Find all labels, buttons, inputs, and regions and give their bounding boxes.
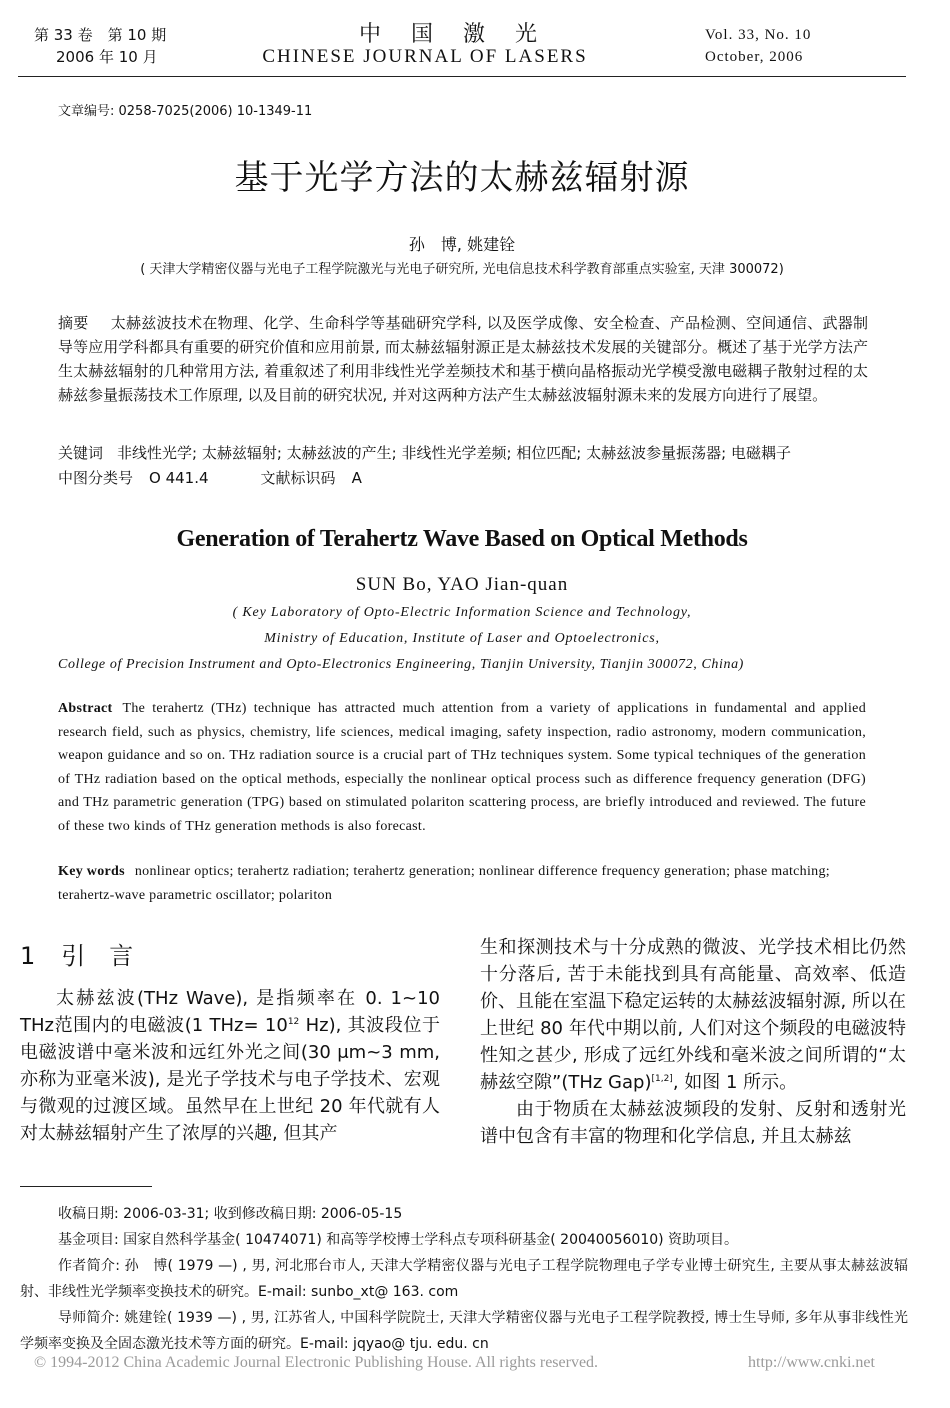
citation: [1,2] — [651, 1074, 673, 1084]
abstract-cn-label: 摘要 — [58, 314, 89, 332]
classification — [58, 466, 658, 490]
abstract-en-label: Abstract — [58, 701, 113, 716]
abstract-en-text: The terahertz (THz) technique has attracted much attention from a variety of applications in fundamental and applied research field, such as physics, chemistry, life sciences, medical imaging, safety inspection, radio astronomy, modern communication, weapon guidance and so on. THz radiation source is a crucial part of THz techniques system. Some typical techniques of the generation of THz radiation based on the optical methods, especially the nonlinear optical process such as difference frequency generation (DFG) and THz parametric generation (TPG) based on stimulated polariton scattering process, are briefly introduced and reviewed. The future of these two kinds of THz generation methods is also forecast. — [58, 701, 866, 834]
affiliation-en-line1: ( Key Laboratory of Opto-Electric Information Science and Technology, — [232, 605, 692, 620]
keywords-en-label: Key words — [58, 864, 125, 879]
document-code-value: A — [351, 469, 362, 487]
figure-reference: , 如图 1 所示。 — [672, 1072, 798, 1093]
copyright-watermark: © 1994-2012 China Academic Journal Electronic Publishing House. All rights reserved. — [34, 1354, 599, 1371]
footnote-received: 收稿日期: 2006-03-31; 收到修改稿日期: 2006-05-15 — [58, 1206, 403, 1222]
footnote-rule — [20, 1186, 152, 1187]
abstract-cn — [58, 311, 868, 407]
journal-title-cn: 中 国 激 光 — [358, 22, 541, 47]
keywords-cn-label: 关键词 — [58, 444, 104, 462]
article-number: 文章编号: 0258-7025(2006) 10-1349-11 — [58, 104, 313, 119]
paragraph-1-start: 太赫兹波(THz Wave), 是指频率在 0. 1~10 THz范围内的电磁波(1 THz= 10 — [20, 988, 440, 1036]
document-code-label: 文献标识码 — [260, 469, 336, 487]
journal-title-en: CHINESE JOURNAL OF LASERS — [262, 46, 588, 67]
paragraph-2: 由于物质在太赫兹波频段的发射、反射和透射光谱中包含有丰富的物理和化学信息, 并且太赫兹 — [480, 1099, 906, 1147]
classification-label: 中图分类号 — [58, 469, 134, 487]
classification-value: O 441.4 — [149, 469, 209, 487]
header-volume: 第 33 卷 第 10 期 — [34, 26, 167, 44]
authors-cn: 孙 博, 姚建铨 — [408, 235, 516, 254]
abstract-cn-text: 太赫兹波技术在物理、化学、生命科学等基础研究学科, 以及医学成像、安全检查、产品检测、空间通信、武器制导等应用学科都具有重要的研究价值和应用前景, 而太赫兹辐射源正是太赫兹技术发展的关键部分。概述了基于光学方法产生太赫兹辐射的几种常用方法, 着重叙述了利用非线性光学差频技术和基于横向晶格振动光学模受激电磁耦子散射过程的太赫兹参量振荡技术工作原理, 以及目前的研究状况, 并对这两种方法产生太赫兹波辐射源未来的发展方向进行了展望。 — [58, 314, 868, 404]
paragraph-1-continued — [480, 934, 906, 1096]
keywords-en — [58, 860, 866, 907]
section-number: 1 — [20, 942, 36, 970]
footnote-advisor: 导师简介: 姚建铨( 1939 —) , 男, 江苏省人, 中国科学院院士, 天津大学精密仪器与光电子工程学院教授, 博士生导师, 多年从事非线性光学频率变换及全固态激光技术等方面的研究。E-mail: jqyao@ tju. edu. cn — [20, 1310, 908, 1352]
authors-en: SUN Bo, YAO Jian-quan — [355, 574, 569, 595]
header-date: 2006 年 10 月 — [56, 48, 158, 66]
footnote-fund: 基金项目: 国家自然科学基金( 10474071) 和高等学校博士学科点专项科研基金( 20040056010) 资助项目。 — [58, 1232, 739, 1248]
header-volume-en: Vol. 33, No. 10 — [705, 27, 812, 43]
keywords-en-text: nonlinear optics; terahertz radiation; terahertz generation; nonlinear difference frequency generation; phase matching; terahertz-wave parametric oscillator; polariton — [58, 864, 830, 903]
section-title: 引 言 — [61, 942, 134, 970]
abstract-en — [58, 697, 866, 838]
keywords-cn-text: 非线性光学; 太赫兹辐射; 太赫兹波的产生; 非线性光学差频; 相位匹配; 太赫兹波参量振荡器; 电磁耦子 — [117, 444, 791, 462]
footnote-author: 作者简介: 孙 博( 1979 —) , 男, 河北邢台市人, 天津大学精密仪器与光电子工程学院物理电子学专业博士研究生, 主要从事太赫兹波辐射、非线性光学频率变换技术的研究。E-mail: sunbo_xt@ 163. com — [20, 1258, 908, 1300]
article-title-en: Generation of Terahertz Wave Based on Optical Methods — [176, 526, 748, 552]
affiliation-en-line2: Ministry of Education, Institute of Laser and Optoelectronics, — [264, 631, 660, 646]
keywords-cn — [58, 441, 878, 465]
cnki-link[interactable]: http://www.cnki.net — [748, 1354, 875, 1371]
affiliation-cn: ( 天津大学精密仪器与光电子工程学院激光与光电子研究所, 光电信息技术科学教育部重点实验室, 天津 300072) — [140, 262, 784, 277]
body-column-left — [20, 985, 440, 1147]
article-title-cn: 基于光学方法的太赫兹辐射源 — [234, 158, 690, 198]
exponent: 12 — [287, 1017, 300, 1027]
body-column-right — [480, 934, 906, 1150]
paragraph-1-rest: Hz), 其波段位于电磁波谱中毫米波和远红外光之间(30 μm~3 mm, 亦称为亚毫米波), 是光子学技术与电子学技术、宏观与微观的过渡区域。虽然早在上世纪 20 年代就有人对太赫兹辐射产生了浓厚的兴趣, 但其产 — [20, 1015, 440, 1144]
affiliation-en-line3: College of Precision Instrument and Opto-Electronics Engineering, Tianjin University, Tianjin 300072, China) — [58, 657, 744, 672]
header-rule — [18, 76, 906, 77]
section-heading — [20, 936, 133, 971]
paragraph-1-cont-text: 生和探测技术与十分成熟的微波、光学技术相比仍然十分落后, 苦于未能找到具有高能量、高效率、低造价、且能在室温下稳定运转的太赫兹波辐射源, 所以在上世纪 80 年代中期以前, 人们对这个频段的电磁波特性知之甚少, 形成了远红外线和毫米波之间所谓的“太赫兹空隙”(THz Gap) — [480, 937, 906, 1093]
header-date-en: October, 2006 — [705, 49, 804, 65]
